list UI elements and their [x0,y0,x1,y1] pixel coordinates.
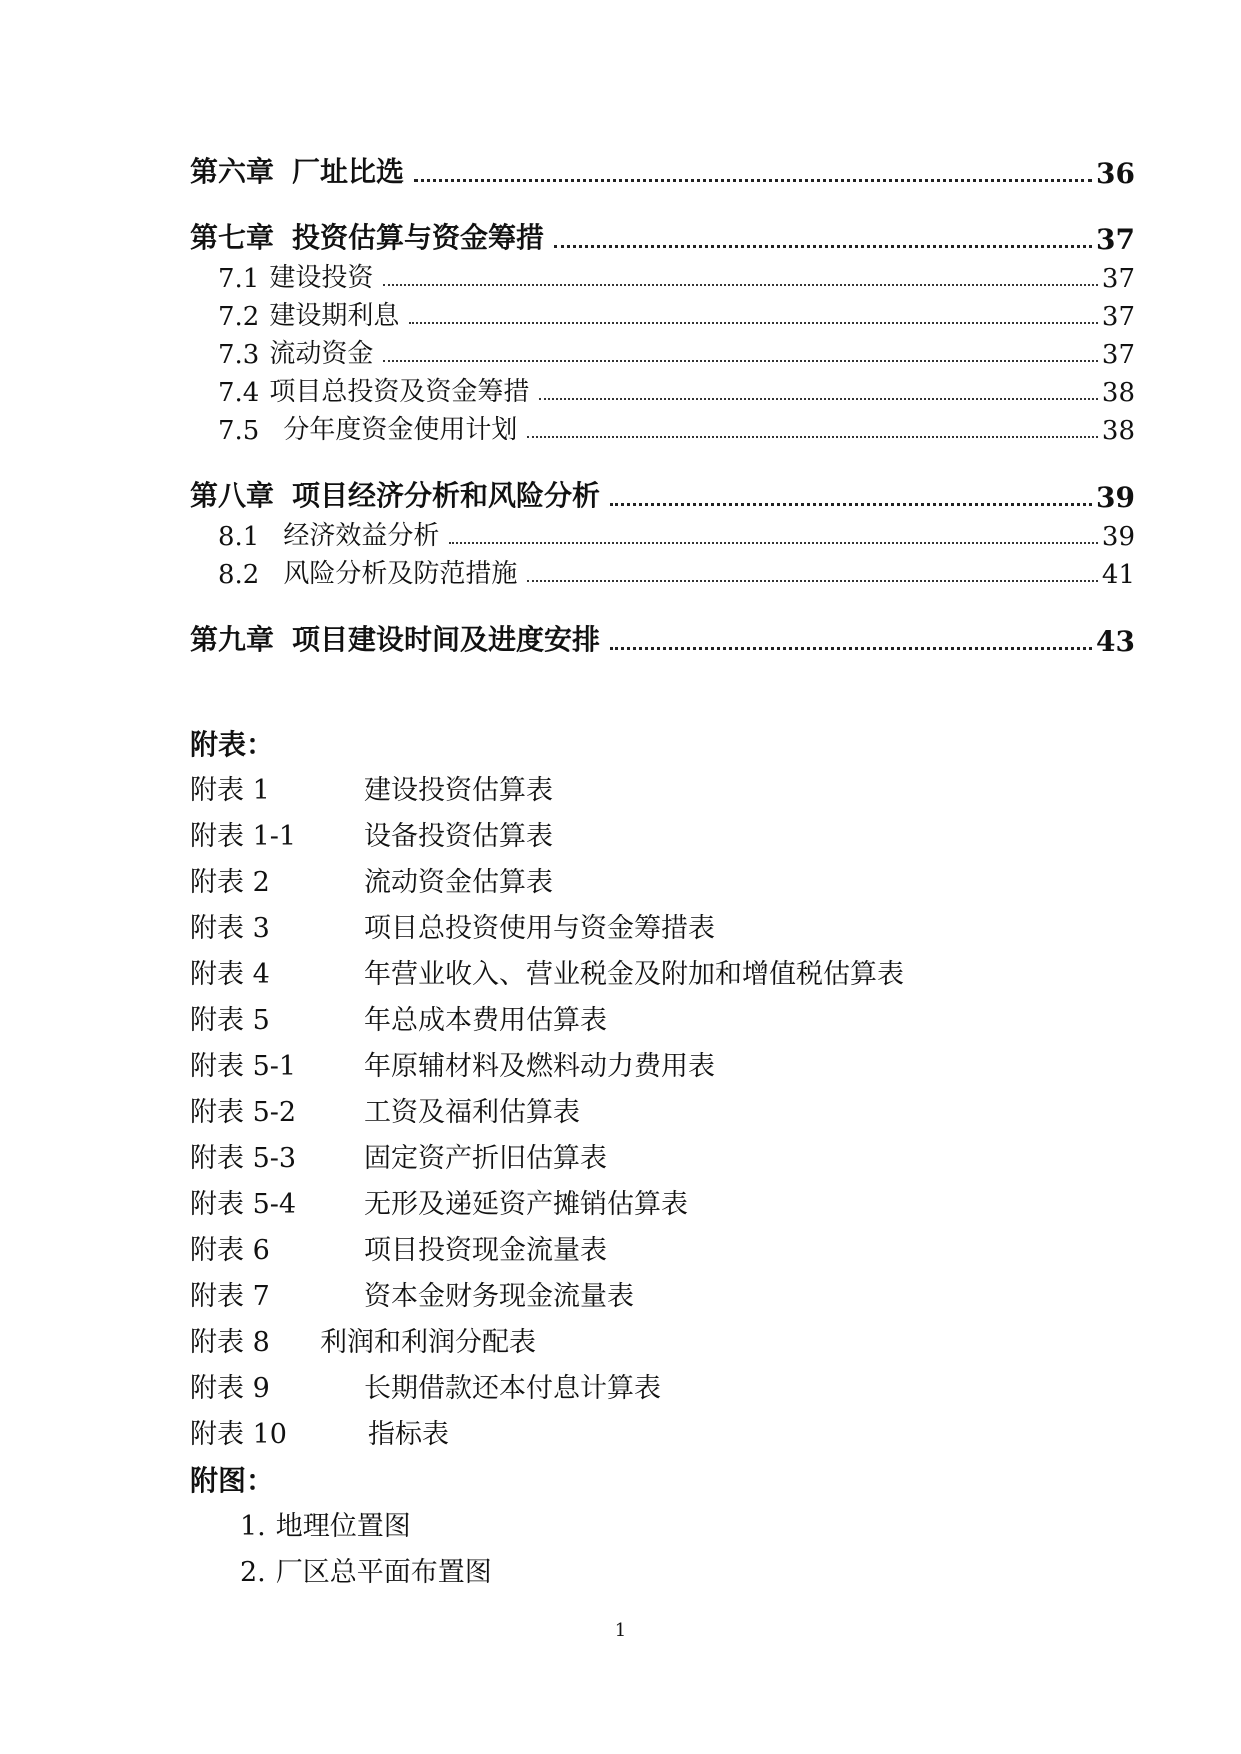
toc-page-number: 38 [1101,378,1135,408]
toc-chapter-number: 第八章 [190,479,275,512]
appendix-table-code: 附表 5-2 [190,1097,297,1128]
toc-chapter-number: 第六章 [190,155,275,188]
toc-section-7-5[interactable] [190,408,1135,446]
appendix-table-code: 附表 5-4 [190,1189,297,1220]
appendix-table-item[interactable] [190,860,1135,906]
dot-leader [527,579,1098,582]
dot-leader [527,435,1098,438]
appendix-table-item[interactable] [190,906,1135,952]
appendix-table-title: 项目总投资使用与资金筹措表 [364,913,715,944]
toc-chapter-9[interactable] [190,618,1135,658]
appendix-table-code: 附表 6 [190,1235,270,1266]
appendix-table-title: 流动资金估算表 [364,867,553,898]
appendix-figure-number: 1. [240,1511,266,1542]
toc-section-title: 分年度资金使用计划 [283,415,518,445]
toc-page-number: 38 [1101,416,1135,446]
appendix-table-title: 建设投资估算表 [364,775,553,806]
toc-chapter-7[interactable] [190,216,1135,256]
toc-section-7-4[interactable] [190,370,1135,408]
dot-leader [383,359,1098,362]
toc-chapter-number: 第七章 [190,221,275,254]
toc-section-title: 项目总投资及资金筹措 [269,377,530,407]
appendix-figure-title: 地理位置图 [275,1511,411,1542]
appendix-table-item[interactable] [190,998,1135,1044]
toc-page-number: 43 [1096,625,1135,658]
appendix-table-item[interactable] [190,1044,1135,1090]
toc-section-title: 风险分析及防范措施 [283,559,518,589]
appendix-table-item[interactable] [190,1274,1135,1320]
toc-chapter-title: 项目经济分析和风险分析 [292,479,601,512]
toc-chapter-6[interactable] [190,150,1135,190]
appendix-table-item[interactable] [190,1136,1135,1182]
appendix-section [190,722,1135,1596]
appendix-figure-item[interactable] [190,1550,1135,1596]
appendix-table-code: 附表 9 [190,1373,270,1404]
appendix-table-code: 附表 1 [190,775,270,806]
appendix-figure-number: 2. [240,1557,266,1588]
appendix-table-item[interactable] [190,1366,1135,1412]
appendix-table-title: 年原辅材料及燃料动力费用表 [364,1051,715,1082]
appendix-figure-title: 厂区总平面布置图 [275,1557,492,1588]
page-number: 1 [614,1620,627,1641]
toc-section-title: 流动资金 [269,339,374,369]
appendix-table-title: 长期借款还本付息计算表 [364,1373,661,1404]
toc-page-number: 37 [1101,302,1135,332]
dot-leader [539,397,1098,400]
toc-section-number: 7.5 [218,416,260,446]
appendix-table-title: 项目投资现金流量表 [364,1235,607,1266]
appendix-tables-heading: 附表： [190,728,275,761]
toc-section-8-1[interactable] [190,514,1135,552]
toc-section-8-2[interactable] [190,552,1135,590]
dot-leader [554,244,1092,248]
toc-page-number: 39 [1096,481,1135,514]
toc-chapter-title: 投资估算与资金筹措 [292,221,545,254]
appendix-table-item[interactable] [190,1228,1135,1274]
appendix-table-code: 附表 8 [190,1327,270,1358]
appendix-table-item[interactable] [190,1090,1135,1136]
appendix-figure-item[interactable] [190,1504,1135,1550]
appendix-table-title: 指标表 [368,1419,449,1450]
toc-page-number: 36 [1096,157,1135,190]
dot-leader [414,178,1092,182]
dot-leader [383,283,1098,286]
toc-page-number: 39 [1101,522,1135,552]
appendix-table-code: 附表 5-1 [190,1051,297,1082]
toc-section-number: 7.3 [218,340,260,370]
appendix-table-title: 设备投资估算表 [364,821,553,852]
dot-leader [610,646,1092,650]
appendix-table-title: 固定资产折旧估算表 [364,1143,607,1174]
toc-section-title: 经济效益分析 [283,521,440,551]
appendix-table-code: 附表 1-1 [190,821,297,852]
appendix-table-code: 附表 10 [190,1419,287,1450]
toc-section-number: 8.1 [218,522,260,552]
appendix-table-title: 利润和利润分配表 [320,1327,536,1358]
appendix-table-title: 无形及递延资产摊销估算表 [364,1189,688,1220]
appendix-table-title: 年总成本费用估算表 [364,1005,607,1036]
toc-chapter-title: 厂址比选 [292,155,405,188]
dot-leader [409,321,1098,324]
appendix-table-code: 附表 2 [190,867,270,898]
appendix-table-title: 资本金财务现金流量表 [364,1281,634,1312]
toc-page-number: 37 [1101,340,1135,370]
toc-page-number: 37 [1096,223,1135,256]
appendix-table-item[interactable] [190,1182,1135,1228]
toc-section-7-1[interactable] [190,256,1135,294]
appendix-table-code: 附表 7 [190,1281,270,1312]
dot-leader [610,502,1092,506]
toc-section-7-3[interactable] [190,332,1135,370]
toc-page-number: 41 [1101,560,1135,590]
toc-section-number: 8.2 [218,560,260,590]
dot-leader [449,541,1098,544]
table-of-contents [190,150,1135,658]
toc-chapter-title: 项目建设时间及进度安排 [292,623,601,656]
appendix-table-item[interactable] [190,1320,1135,1366]
appendix-table-item[interactable] [190,952,1135,998]
appendix-table-code: 附表 3 [190,913,270,944]
appendix-table-code: 附表 5 [190,1005,270,1036]
appendix-figures-heading: 附图： [190,1464,275,1497]
appendix-table-code: 附表 4 [190,959,270,990]
toc-chapter-number: 第九章 [190,623,275,656]
toc-section-7-2[interactable] [190,294,1135,332]
appendix-table-item[interactable] [190,768,1135,814]
toc-section-number: 7.4 [218,378,260,408]
appendix-table-title: 工资及福利估算表 [364,1097,580,1128]
toc-section-title: 建设投资 [269,263,374,293]
appendix-table-code: 附表 5-3 [190,1143,297,1174]
appendix-table-title: 年营业收入、营业税金及附加和增值税估算表 [364,959,904,990]
toc-section-number: 7.1 [218,264,260,294]
appendix-table-item[interactable] [190,1412,1135,1458]
toc-section-number: 7.2 [218,302,260,332]
toc-page-number: 37 [1101,264,1135,294]
appendix-table-item[interactable] [190,814,1135,860]
toc-section-title: 建设期利息 [269,301,400,331]
toc-chapter-8[interactable] [190,474,1135,514]
